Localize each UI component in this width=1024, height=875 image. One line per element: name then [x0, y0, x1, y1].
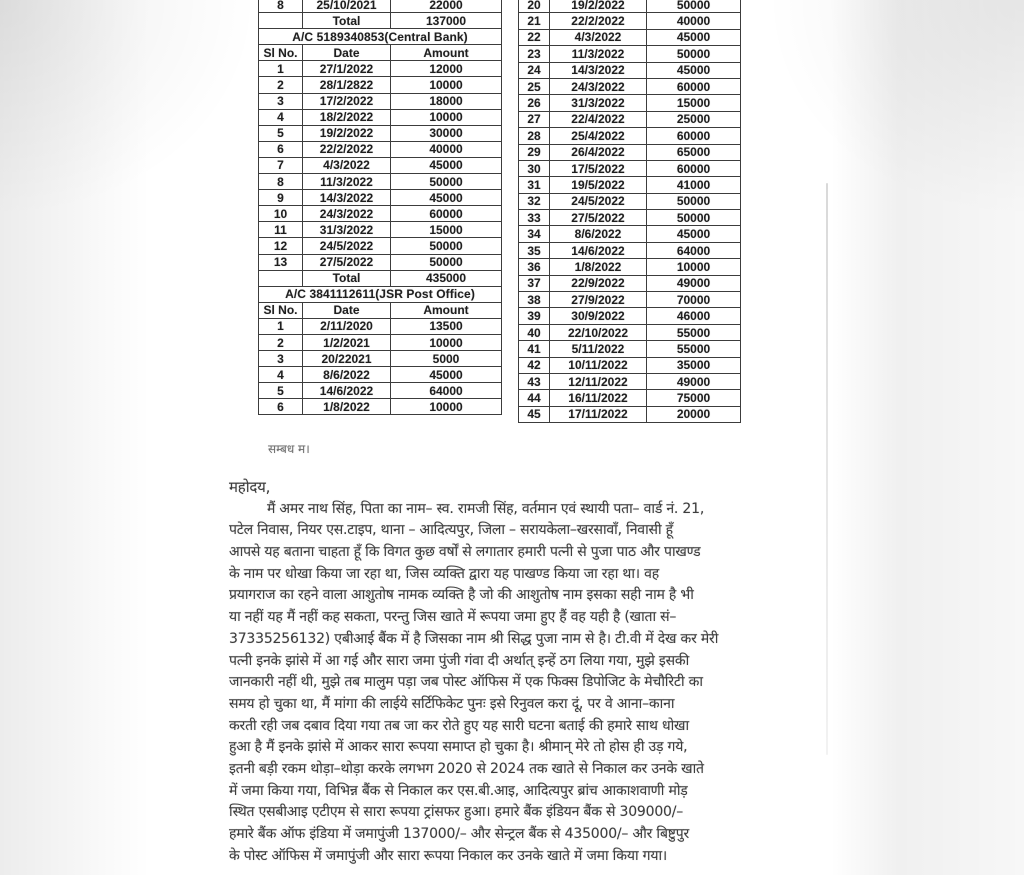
cell-date: 30/9/2022: [550, 308, 647, 324]
table-row: [259, 206, 502, 222]
table-row: [259, 318, 502, 334]
table-row: [259, 334, 502, 350]
cell-amount: 22000: [391, 0, 502, 13]
cell-date: 22/2/2022: [303, 141, 391, 157]
header-amount: Amount: [391, 45, 502, 61]
cell-sl-no: 23: [519, 46, 550, 62]
cell-sl-no: 3: [259, 351, 303, 367]
cell-amount: 60000: [391, 206, 502, 222]
cell-date: 14/3/2022: [550, 62, 647, 78]
cell-sl-no: 5: [259, 125, 303, 141]
cell-date: 24/5/2022: [550, 193, 647, 209]
total-row: [259, 270, 502, 286]
salutation: महोदय,: [229, 478, 271, 496]
complaint-letter: [229, 477, 829, 867]
letter-line: में जमा किया गया, विभिन्न बैंक से निकाल कर एस.बी.आइ, आदित्यपुर ब्रांच आकाशवाणी मोड़: [229, 782, 688, 799]
right-table-body: [519, 0, 741, 423]
cell-sl-no: 41: [519, 341, 550, 357]
cell-amount: 55000: [647, 341, 741, 357]
cell-amount: 45000: [647, 62, 741, 78]
table-row: [259, 351, 502, 367]
cell-date: 27/5/2022: [303, 254, 391, 270]
letter-line: हुआ है मैं इनके झांसे में आकर सारा रूपया समाप्त हो चुका है। श्रीमान् मेरे तो होस ही उड़ गये,: [229, 739, 688, 756]
cell-amount: 10000: [391, 109, 502, 125]
cell-date: 11/3/2022: [303, 174, 391, 190]
header-sl-no: Sl No.: [259, 45, 303, 61]
table-row: [259, 61, 502, 77]
table-row: [259, 222, 502, 238]
cell-sl-no: 38: [519, 292, 550, 308]
cell-amount: 60000: [647, 78, 741, 94]
letter-line: आपसे यह बताना चाहता हूँ कि विगत कुछ वर्षों से लगातार हमारी पत्नी से पुजा पाठ और पाखण्ड: [229, 544, 701, 561]
cell-sl-no: 13: [259, 254, 303, 270]
carryover-row: [259, 0, 502, 13]
table-row: [519, 193, 741, 209]
table-row: [259, 141, 502, 157]
cell-amount: 40000: [647, 13, 741, 29]
cell-sl-no: 42: [519, 357, 550, 373]
cell-amount: 70000: [647, 292, 741, 308]
table-row: [519, 308, 741, 324]
table-row: [259, 174, 502, 190]
table-row: [519, 242, 741, 258]
cell-amount: 10000: [391, 399, 502, 415]
letter-line: प्रयागराज का रहने वाला आशुतोष नामक व्यक्ति है जो की आशुतोष नाम इसका सही नाम है भी: [229, 587, 694, 604]
photo-shading-top-right: [764, 0, 1024, 220]
cell-sl-no: 6: [259, 399, 303, 415]
cell-sl-no: 4: [259, 367, 303, 383]
cell-sl-no: 12: [259, 238, 303, 254]
table-row: [519, 128, 741, 144]
cell-amount: 60000: [647, 128, 741, 144]
cell-date: 25/10/2021: [303, 0, 391, 13]
cell-sl-no: 6: [259, 141, 303, 157]
cell-date: 14/6/2022: [550, 242, 647, 258]
cell-amount: 75000: [647, 390, 741, 406]
cell-sl-no: 21: [519, 13, 550, 29]
cell-sl-no: 36: [519, 259, 550, 275]
table-row: [259, 238, 502, 254]
cell-sl-no: 2: [259, 77, 303, 93]
table-row: [519, 13, 741, 29]
cell-sl-no: 1: [259, 61, 303, 77]
cell-date: 22/9/2022: [550, 275, 647, 291]
cell-amount: 18000: [391, 93, 502, 109]
cell-amount: 45000: [647, 29, 741, 45]
cell-date: 20/22021: [303, 351, 391, 367]
cell-sl-no: 27: [519, 111, 550, 127]
cell-amount: 50000: [647, 0, 741, 13]
cell-sl-no: 2: [259, 334, 303, 350]
table-row: [519, 46, 741, 62]
table-row: [519, 177, 741, 193]
cell-amount: 10000: [647, 259, 741, 275]
cell-date: 27/9/2022: [550, 292, 647, 308]
cell-sl-no: 26: [519, 95, 550, 111]
cell-amount: 50000: [391, 254, 502, 270]
table-row: [519, 406, 741, 422]
table-row: [259, 367, 502, 383]
cell-sl-no: 1: [259, 318, 303, 334]
header-amount: Amount: [391, 302, 502, 318]
total-amount: 435000: [391, 270, 502, 286]
cell-date: 1/8/2022: [550, 259, 647, 275]
table-row: [259, 125, 502, 141]
column-header-row: [259, 302, 502, 318]
cell-date: 17/11/2022: [550, 406, 647, 422]
cell-amount: 50000: [647, 46, 741, 62]
cell-date: 25/4/2022: [550, 128, 647, 144]
cell-date: 19/2/2022: [303, 125, 391, 141]
cell-date: 31/3/2022: [550, 95, 647, 111]
table-row: [259, 190, 502, 206]
table-row: [519, 210, 741, 226]
header-date: Date: [303, 302, 391, 318]
cell-sl-no: 31: [519, 177, 550, 193]
table-row: [519, 275, 741, 291]
table-row: [519, 259, 741, 275]
table-row: [259, 254, 502, 270]
cell-sl-no: 33: [519, 210, 550, 226]
cell-amount: 30000: [391, 125, 502, 141]
cell-amount: 10000: [391, 334, 502, 350]
cell-sl-no: 3: [259, 93, 303, 109]
cell-sl-no: 44: [519, 390, 550, 406]
cell-date: 12/11/2022: [550, 373, 647, 389]
cell-date: 24/5/2022: [303, 238, 391, 254]
total-label: Total: [303, 270, 391, 286]
cell-date: 27/5/2022: [550, 210, 647, 226]
cell-amount: 20000: [647, 406, 741, 422]
table-row: [519, 29, 741, 45]
cell-sl-no: 45: [519, 406, 550, 422]
cell-sl-no: 10: [259, 206, 303, 222]
table-row: [519, 357, 741, 373]
letter-line: मैं अमर नाथ सिंह, पिता का नाम– स्व. रामजी सिंह, वर्तमान एवं स्थायी पता– वार्ड नं. 21,: [267, 500, 705, 517]
cell-date: 18/2/2022: [303, 109, 391, 125]
cell-date: 2/11/2020: [303, 318, 391, 334]
letter-line: हमारे बैंक ऑफ इंडिया में जमापुंजी 137000/– और सेन्ट्रल बैंक से 435000/– और बिष्टुपुर: [229, 826, 690, 842]
header-sl-no: Sl No.: [259, 302, 303, 318]
account-title: A/C 5189340853(Central Bank): [259, 29, 502, 45]
cell-date: 22/4/2022: [550, 111, 647, 127]
table-row: [519, 390, 741, 406]
cell-amount: 50000: [647, 210, 741, 226]
column-header-row: [259, 45, 502, 61]
cell-date: 31/3/2022: [303, 222, 391, 238]
account-title: A/C 3841112611(JSR Post Office): [259, 286, 502, 302]
cell-amount: 64000: [391, 383, 502, 399]
post-office-account-header: [259, 286, 502, 302]
letter-line: स्थित एसबीआइ एटीएम से सारा रूपया ट्रांसफर हुआ। हमारे बैंक इंडियन बैंक से 309000/–: [229, 804, 684, 821]
cell-sl-no: 30: [519, 160, 550, 176]
cell-empty: [259, 13, 303, 29]
closing-note: सम्बध म।: [268, 442, 310, 456]
cell-amount: 49000: [647, 275, 741, 291]
cell-sl-no: 28: [519, 128, 550, 144]
cell-amount: 41000: [647, 177, 741, 193]
central-bank-account-header: [259, 29, 502, 45]
table-row: [519, 341, 741, 357]
cell-amount: 50000: [391, 238, 502, 254]
cell-sl-no: 43: [519, 373, 550, 389]
photo-shading-left: [0, 0, 150, 875]
letter-line: इतनी बड़ी रकम थोड़ा–थोड़ा करके लगभग 2020 से 2024 तक खाते से निकाल कर उनके खाते: [229, 760, 704, 777]
cell-date: 19/5/2022: [550, 177, 647, 193]
cell-amount: 15000: [647, 95, 741, 111]
table-row: [519, 78, 741, 94]
letter-line: या नहीं यह मैं नहीं कह सकता, परन्तु जिस खाते में रूपया जमा हुए हैं वह यही है (खाता सं–: [229, 609, 677, 626]
cell-sl-no: 22: [519, 29, 550, 45]
table-row: [519, 160, 741, 176]
total-label: Total: [303, 13, 391, 29]
letter-line: के नाम पर धोखा किया जा रहा था, जिस व्यक्ति द्वारा यह पाखण्ड किया जा रहा था। वह: [229, 565, 659, 582]
cell-date: 8/6/2022: [550, 226, 647, 242]
cell-amount: 46000: [647, 308, 741, 324]
cell-date: 28/1/2822: [303, 77, 391, 93]
carryover-row: [519, 0, 741, 13]
cell-sl-no: 20: [519, 0, 550, 13]
cell-amount: 35000: [647, 357, 741, 373]
cell-sl-no: 25: [519, 78, 550, 94]
cell-date: 17/5/2022: [550, 160, 647, 176]
cell-amount: 55000: [647, 324, 741, 340]
cell-sl-no: 40: [519, 324, 550, 340]
table-row: [519, 62, 741, 78]
cell-sl-no: 8: [259, 0, 303, 13]
cell-date: 24/3/2022: [303, 206, 391, 222]
cell-sl-no: 24: [519, 62, 550, 78]
cell-date: 24/3/2022: [550, 78, 647, 94]
letter-line: जानकारी नहीं थी, मुझे तब मालुम पड़ा जब पोस्ट ऑफिस में एक फिक्स डिपोजिट के मेचौरिटी का: [229, 674, 703, 691]
table-row: [259, 93, 502, 109]
cell-date: 10/11/2022: [550, 357, 647, 373]
table-row: [259, 77, 502, 93]
left-transactions-table: [258, 0, 502, 415]
cell-date: 11/3/2022: [550, 46, 647, 62]
cell-amount: 49000: [647, 373, 741, 389]
table-row: [259, 383, 502, 399]
cell-amount: 12000: [391, 61, 502, 77]
cell-amount: 45000: [391, 367, 502, 383]
letter-line: समय हो चुका था, मैं मांगा की लाईये सर्टिफिकेट पुनः इसे रिनुवल करा दूं, पर वे आना–काना: [229, 695, 675, 712]
cell-amount: 40000: [391, 141, 502, 157]
cell-date: 19/2/2022: [550, 0, 647, 13]
cell-sl-no: 5: [259, 383, 303, 399]
total-row: [259, 13, 502, 29]
cell-date: 27/1/2022: [303, 61, 391, 77]
cell-date: 5/11/2022: [550, 341, 647, 357]
cell-date: 1/8/2022: [303, 399, 391, 415]
photo-shading-right: [830, 0, 1024, 875]
cell-sl-no: 34: [519, 226, 550, 242]
table-row: [519, 373, 741, 389]
letter-line: पटेल निवास, नियर एस.टाइप, थाना – आदित्यपुर, जिला – सरायकेला–खरसावाँ, निवासी हूँ: [229, 522, 673, 539]
header-date: Date: [303, 45, 391, 61]
letter-line: करती रही जब दबाव दिया गया तब जा कर रोते हुए यह सारी घटना बताई की हमारे साथ धोखा: [229, 717, 689, 734]
letter-line: 37335256132) एबीआई बैंक में है जिसका नाम श्री सिद्ध पुजा नाम से है। टी.वी में देख कर मेरी: [229, 630, 719, 647]
photo-shading-top-left: [0, 0, 260, 220]
cell-date: 26/4/2022: [550, 144, 647, 160]
table-row: [259, 109, 502, 125]
cell-date: 14/3/2022: [303, 190, 391, 206]
cell-amount: 50000: [391, 174, 502, 190]
cell-date: 22/10/2022: [550, 324, 647, 340]
cell-amount: 10000: [391, 77, 502, 93]
cell-sl-no: 4: [259, 109, 303, 125]
cell-date: 1/2/2021: [303, 334, 391, 350]
cell-sl-no: 35: [519, 242, 550, 258]
cell-sl-no: 29: [519, 144, 550, 160]
cell-empty: [259, 270, 303, 286]
cell-amount: 45000: [391, 190, 502, 206]
cell-amount: 45000: [647, 226, 741, 242]
cell-sl-no: 7: [259, 157, 303, 173]
table-row: [519, 95, 741, 111]
table-row: [259, 157, 502, 173]
table-row: [519, 292, 741, 308]
cell-amount: 65000: [647, 144, 741, 160]
table-row: [519, 144, 741, 160]
cell-date: 4/3/2022: [550, 29, 647, 45]
cell-sl-no: 9: [259, 190, 303, 206]
cell-date: 14/6/2022: [303, 383, 391, 399]
cell-sl-no: 39: [519, 308, 550, 324]
table-row: [519, 226, 741, 242]
cell-amount: 13500: [391, 318, 502, 334]
cell-sl-no: 37: [519, 275, 550, 291]
cell-amount: 15000: [391, 222, 502, 238]
cell-date: 4/3/2022: [303, 157, 391, 173]
cell-sl-no: 32: [519, 193, 550, 209]
letter-line-clipped: के पोस्ट ऑफिस में जमापुंजी और सारा रूपया निकाल कर उनके खाते में जमा किया गया।: [229, 847, 667, 864]
table-row: [519, 324, 741, 340]
cell-date: 16/11/2022: [550, 390, 647, 406]
table-row: [519, 111, 741, 127]
cell-amount: 25000: [647, 111, 741, 127]
cell-amount: 50000: [647, 193, 741, 209]
letter-line: पत्नी इनके झांसे में आ गई और सारा जमा पुंजी गंवा दी अर्थात् इन्हें ठग लिया गया, मुझे इसकी: [229, 652, 690, 669]
cell-amount: 45000: [391, 157, 502, 173]
cell-amount: 60000: [647, 160, 741, 176]
cell-date: 17/2/2022: [303, 93, 391, 109]
cell-date: 8/6/2022: [303, 367, 391, 383]
cell-sl-no: 8: [259, 174, 303, 190]
cell-date: 22/2/2022: [550, 13, 647, 29]
cell-amount: 64000: [647, 242, 741, 258]
total-amount: 137000: [391, 13, 502, 29]
table-row: [259, 399, 502, 415]
cell-sl-no: 11: [259, 222, 303, 238]
left-table-body: [259, 0, 502, 415]
right-transactions-table: [518, 0, 741, 423]
cell-amount: 5000: [391, 351, 502, 367]
